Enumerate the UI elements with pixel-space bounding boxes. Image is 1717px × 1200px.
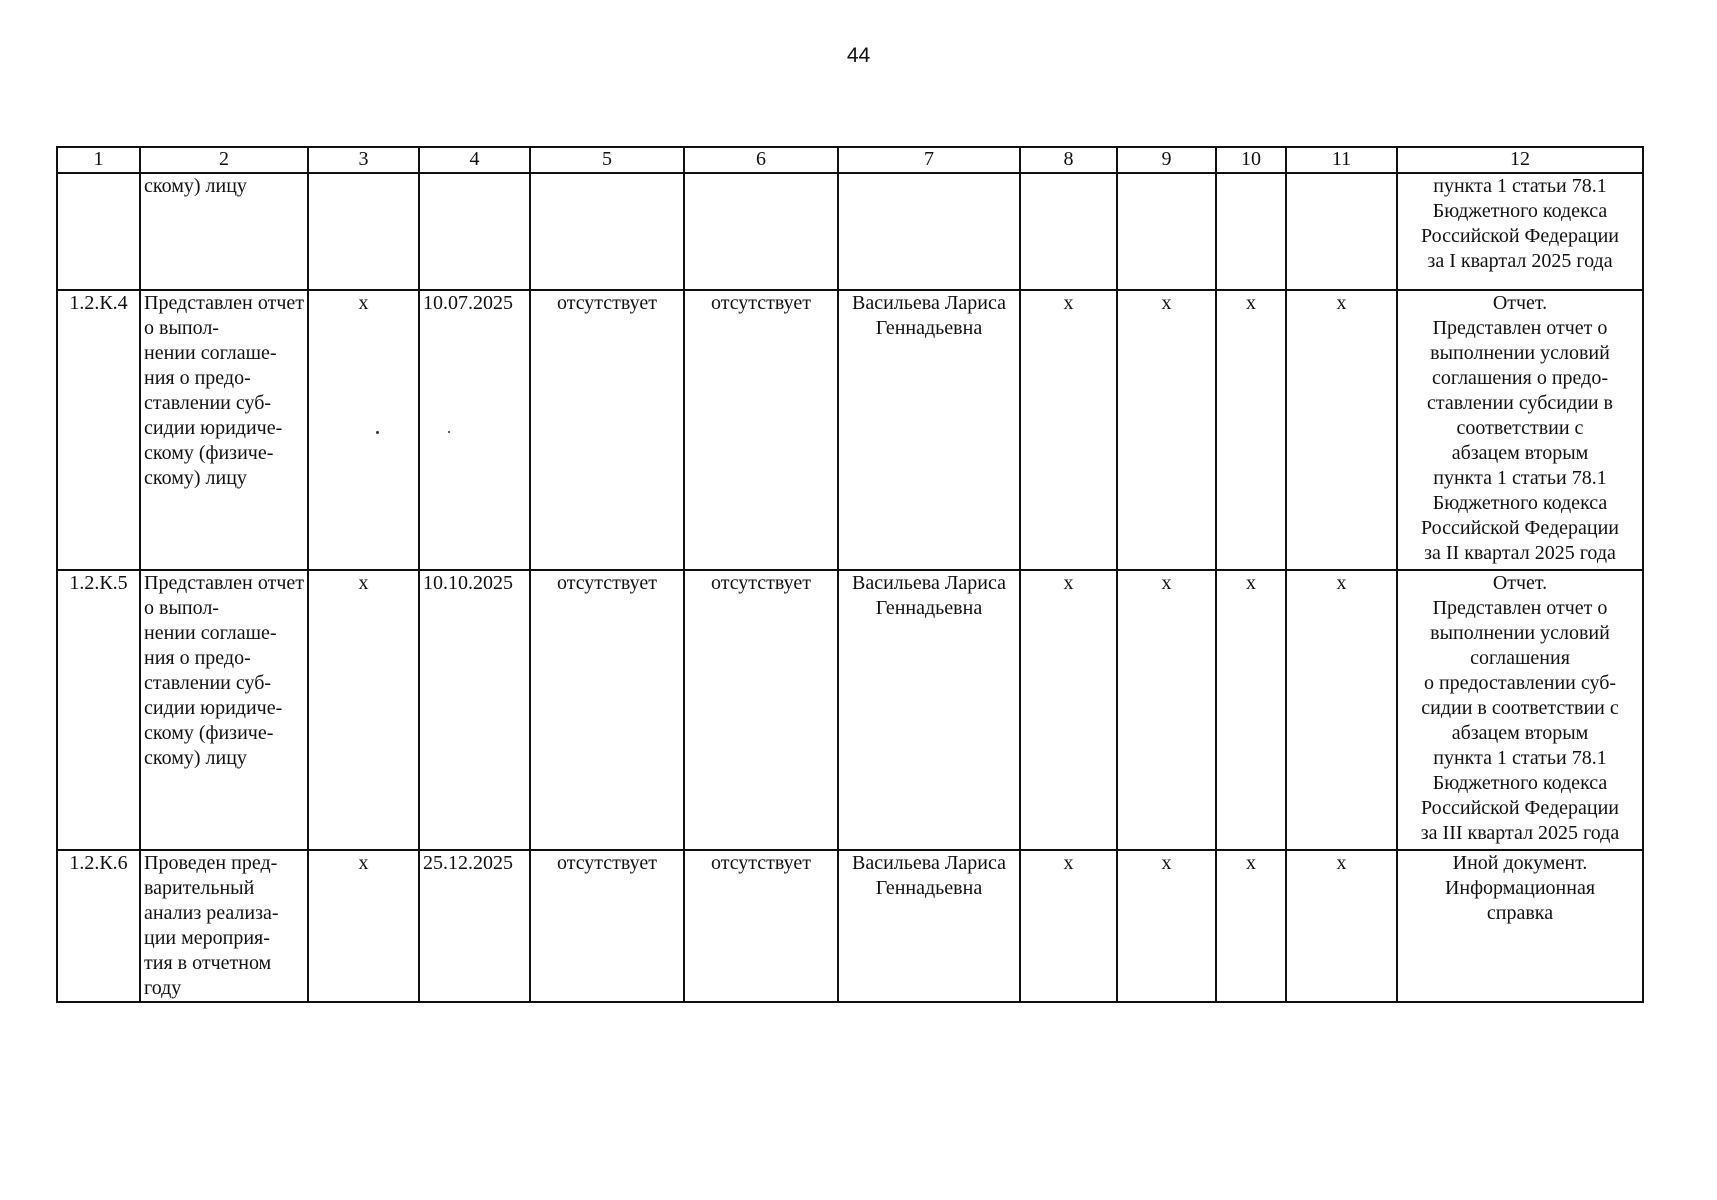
row-cell-11: х [1286, 290, 1397, 570]
row-cell-6: отсутствует [684, 570, 838, 850]
row-cell-10 [1216, 173, 1286, 290]
row-id: 1.2.К.6 [57, 850, 140, 1002]
row-cell-11: х [1286, 570, 1397, 850]
row-cell-8: х [1020, 570, 1117, 850]
column-header: 12 [1397, 147, 1643, 173]
column-header: 10 [1216, 147, 1286, 173]
row-cell-9: х [1117, 290, 1216, 570]
row-cell-8: х [1020, 290, 1117, 570]
table-row [57, 173, 1643, 290]
column-header: 7 [838, 147, 1020, 173]
column-header: 5 [530, 147, 684, 173]
row-description: Проведен пред- варительный анализ реализа- ции мероприя- тия в отчетном году [140, 850, 308, 1002]
row-date: 10.10.2025 [419, 570, 530, 850]
row-cell-3 [308, 173, 419, 290]
scan-speck [448, 431, 450, 433]
row-cell-9 [1117, 173, 1216, 290]
column-header: 8 [1020, 147, 1117, 173]
row-cell-11: х [1286, 850, 1397, 1002]
row-id: 1.2.К.5 [57, 570, 140, 850]
row-date: 10.07.2025 [419, 290, 530, 570]
row-cell-6 [684, 173, 838, 290]
row-id: 1.2.К.4 [57, 290, 140, 570]
row-cell-6: отсутствует [684, 850, 838, 1002]
row-result: Иной документ. Информационная справка [1397, 850, 1643, 1002]
row-cell-9: х [1117, 850, 1216, 1002]
row-cell-10: х [1216, 570, 1286, 850]
row-responsible: Васильева Лариса Геннадьевна [838, 570, 1020, 850]
row-cell-11 [1286, 173, 1397, 290]
row-cell-6: отсутствует [684, 290, 838, 570]
column-header: 1 [57, 147, 140, 173]
row-cell-9: х [1117, 570, 1216, 850]
column-header: 11 [1286, 147, 1397, 173]
row-cell-10: х [1216, 850, 1286, 1002]
column-header: 6 [684, 147, 838, 173]
table-row [57, 850, 1643, 1002]
header-row [57, 147, 1643, 173]
row-description: скому) лицу [140, 173, 308, 290]
row-id [57, 173, 140, 290]
row-responsible: Васильева Лариса Геннадьевна [838, 290, 1020, 570]
row-cell-10: х [1216, 290, 1286, 570]
column-header: 4 [419, 147, 530, 173]
row-cell-3: х [308, 290, 419, 570]
row-date [419, 173, 530, 290]
row-cell-5: отсутствует [530, 570, 684, 850]
row-cell-8 [1020, 173, 1117, 290]
table-row [57, 570, 1643, 850]
row-cell-5 [530, 173, 684, 290]
column-header: 2 [140, 147, 308, 173]
row-responsible [838, 173, 1020, 290]
column-header: 9 [1117, 147, 1216, 173]
row-responsible: Васильева Лариса Геннадьевна [838, 850, 1020, 1002]
row-cell-3: х [308, 850, 419, 1002]
row-date: 25.12.2025 [419, 850, 530, 1002]
plan-table [56, 146, 1644, 1003]
row-cell-8: х [1020, 850, 1117, 1002]
table-row [57, 290, 1643, 570]
row-result: Отчет. Представлен отчет о выполнении условий соглашения о предоставлении суб- сидии в соответствии с абзацем вторым пункта 1 статьи 78.1 Бюджетного кодекса Российской Федерации за III квартал 2025 года [1397, 570, 1643, 850]
row-description: Представлен отчет о выпол- нении соглаше- ния о предо- ставлении суб- сидии юридиче- скому (физиче- скому) лицу [140, 570, 308, 850]
row-description: Представлен отчет о выпол- нении соглаше- ния о предо- ставлении суб- сидии юридиче- скому (физиче- скому) лицу [140, 290, 308, 570]
row-result: Отчет. Представлен отчет о выполнении условий соглашения о предо- ставлении субсидии в соответствии с абзацем вторым пункта 1 статьи 78.1 Бюджетного кодекса Российской Федерации за II квартал 2025 года [1397, 290, 1643, 570]
column-header: 3 [308, 147, 419, 173]
row-cell-3: х [308, 570, 419, 850]
scan-speck [376, 431, 379, 434]
row-result: пункта 1 статьи 78.1 Бюджетного кодекса Российской Федерации за I квартал 2025 года [1397, 173, 1643, 290]
page-number: 44 [846, 44, 871, 67]
row-cell-5: отсутствует [530, 290, 684, 570]
row-cell-5: отсутствует [530, 850, 684, 1002]
